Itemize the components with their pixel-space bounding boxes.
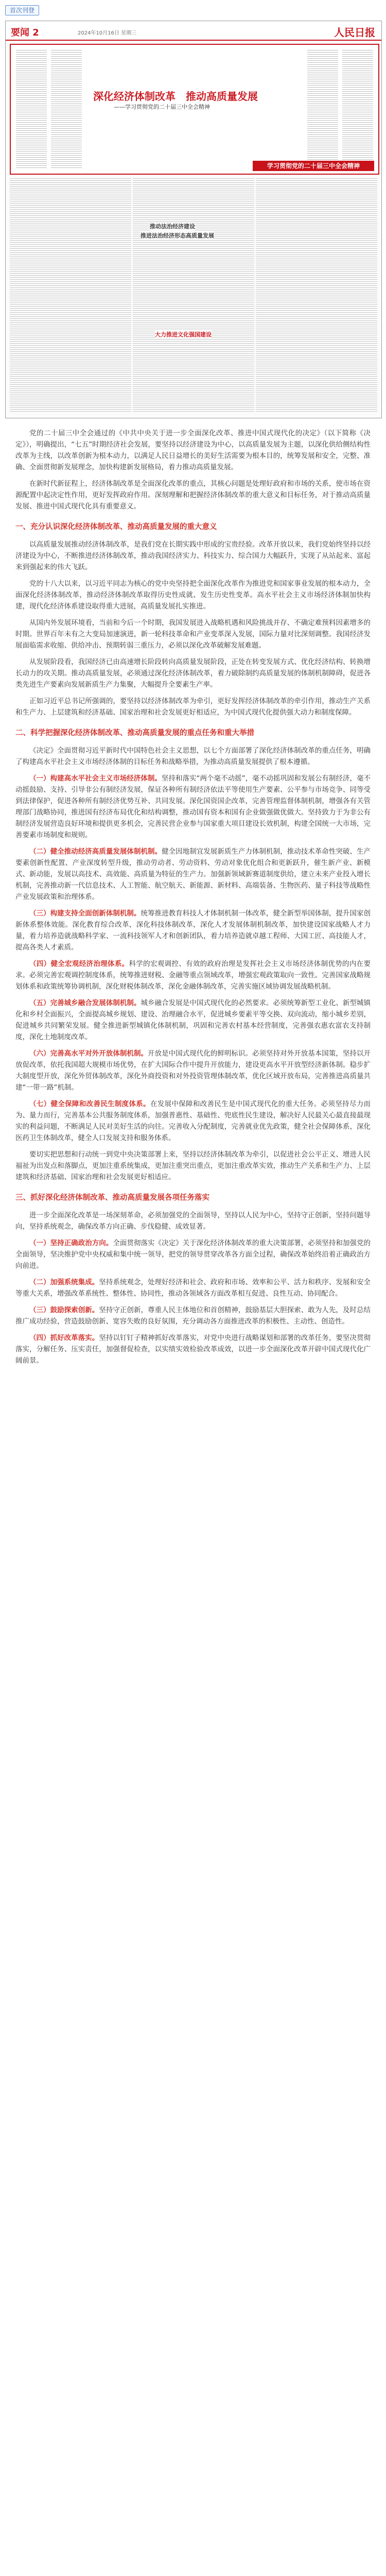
first-publish-tag[interactable]: 首次刊登 [5, 5, 39, 15]
page-section-label: 要闻 2 [11, 27, 39, 38]
lower-headline-3: 大力推进文化强国建设 [155, 331, 212, 338]
body-paragraph: 从发展阶段看，我国经济已由高速增长阶段转向高质量发展阶段，正处在转变发展方式、优化经济结构、转换增长动力的攻关期。推动高质量发展，必须通过深化经济体制改革，着力破除制约高质量发展的体制机制障碍，促进各类先进生产要素向发展新质生产力集聚，大幅提升全要素生产率。 [15, 658, 371, 689]
section-heading: 二、科学把握深化经济体制改革、推动高质量发展的重点任务和重大举措 [15, 729, 254, 737]
task-subheading: （一）坚持正确政治方向。 [29, 1239, 113, 1247]
task-paragraph [15, 1098, 371, 1144]
body-paragraph: 正如习近平总书记所强调的，要坚持以经济体制改革为牵引，更好发挥经济体制改革的牵引作用，推动生产关系和生产力、上层建筑和经济基础、国家治理和社会发展更好相适应，为中国式现代化提供强大动力和制度保障。 [15, 697, 371, 717]
intro-paragraph: 党的二十届三中全会通过的《中共中央关于进一步全面深化改革、推进中国式现代化的决定》（以下简称《决定》），明确提出，“七五”时期经济社会发展，要坚持以经济建设为中心，以高质量发展为主题，以深化供给侧结构性改革为主线，以改革创新为根本动力，以满足人民日益增长的美好生活需要为根本目的，统筹发展和安全，完整、准确、全面贯彻新发展理念，加快构建新发展格局，着力推动高质量发展。 [15, 429, 371, 471]
task-paragraph [15, 1277, 371, 1299]
task-text: 全面贯彻落实《决定》关于深化经济体制改革的重大决策部署，必须坚持和加强党的全面领导，坚决维护党中央权威和集中统一领导，把党的领导贯穿改革各方面全过程，确保改革始终沿着正确政治方向前进。 [15, 1239, 371, 1270]
task-subheading: （七）健全保障和改善民生制度体系。 [29, 1100, 150, 1108]
top-bar [0, 0, 386, 19]
body-paragraph: 要切实把思想和行动统一到党中央决策部署上来，坚持以经济体制改革为牵引，以促进社会公平正义、增进人民福祉为出发点和落脚点，更加注重系统集成，更加注重突出重点，更加注重改革实效，推动生产关系和生产力、上层建筑和经济基础、国家治理和社会发展更好相适应。 [15, 1150, 371, 1181]
masthead [6, 21, 381, 41]
newspaper-page-thumbnail[interactable] [5, 21, 382, 418]
task-subheading: （四）抓好改革落实。 [29, 1334, 99, 1342]
task-text: 开放是中国式现代化的鲜明标识。必须坚持对外开放基本国策，坚持以开放促改革，依托我国超大规模市场优势，在扩大国际合作中提升开放能力，建设更高水平开放型经济新体制。稳步扩大制度型开放，深化外贸体制改革，深化外商投资和对外投资管理体制改革，优化区域开放布局，完善推进高质量共建“一带一路”机制。 [15, 1049, 371, 1092]
body-paragraph: 党的十八大以来，以习近平同志为核心的党中央坚持把全面深化改革作为推进党和国家事业发展的根本动力，全面深化经济体制改革，推动经济体制改革取得历史性成就、发生历史性变革。高水平社会主义市场经济体制加快构建，现代化经济体系建设取得重大进展，高质量发展扎实推进。 [15, 580, 371, 611]
task-subheading: （六）完善高水平对外开放体制机制。 [29, 1049, 148, 1058]
task-paragraph [15, 1048, 371, 1093]
lower-headline-1: 推动法治经济建设 [150, 223, 195, 230]
task-paragraph [15, 1238, 371, 1272]
text-column [51, 50, 82, 168]
lower-column-right [256, 178, 377, 413]
task-subheading: （二）加强系统集成。 [29, 1278, 99, 1286]
section-heading: 一、充分认识深化经济体制改革、推动高质量发展的重大意义 [15, 523, 217, 531]
task-subheading: （三）构建支持全面创新体制机制。 [29, 909, 141, 918]
task-paragraph [15, 958, 371, 992]
task-text: 坚持守正创新，尊重人民主体地位和首创精神，鼓励基层大胆探索、敢为人先，及时总结推广成功经验，营造鼓励创新、宽容失败的良好氛围，充分调动各方面推进改革的积极性、主动性、创造性。 [15, 1306, 371, 1326]
body-paragraph: 以高质量发展推动经济体制改革，是我们党在长期实践中形成的宝贵经验。改革开放以来，我们党始终坚持以经济建设为中心，不断推进经济体制改革，推动我国经济实力、科技实力、综合国力大幅跃升，实现了从站起来、富起来到强起来的伟大飞跃。 [15, 540, 371, 571]
lower-column-left [10, 178, 131, 413]
intro-paragraph: 在新时代新征程上，经济体制改革是全面深化改革的重点，其核心问题是处理好政府和市场的关系，使市场在资源配置中起决定性作用，更好发挥政府作用。深刻理解和把握经济体制改革的重大意义和目标任务，对于推动高质量发展、推进中国式现代化具有重要意义。 [15, 480, 371, 511]
task-text: 健全因地制宜发展新质生产力体制机制，推动技术革命性突破、生产要素创新性配置、产业深度转型升级，推动劳动者、劳动资料、劳动对象优化组合和更新跃升，催生新产业、新模式、新动能，发展以高技术、高效能、高质量为特征的生产力。加强新领域新赛道制度供给，建立未来产业投入增长机制，完善推动新一代信息技术、人工智能、航空航天、新能源、新材料、高端装备、生物医药、量子科技等战略性产业发展政策和治理体系。 [15, 848, 371, 901]
feature-strip: 学习贯彻党的二十届三中全会精神 [253, 161, 374, 171]
task-subheading: （五）完善城乡融合发展体制机制。 [29, 999, 141, 1007]
task-subheading: （二）健全推动经济高质量发展体制机制。 [29, 848, 162, 856]
task-text: 坚持系统观念，处理好经济和社会、政府和市场、效率和公平、活力和秩序、发展和安全等重大关系，增强改革系统性、整体性、协同性，推动各领域各方面改革相互促进、良性互动、协同配合。 [15, 1278, 371, 1298]
newspaper-logo: 人民日报 [334, 26, 375, 39]
feature-subhead: ——学习贯彻党的二十届三中全会精神 [114, 104, 210, 110]
publish-date: 2024年10月16日 星期三 [78, 30, 137, 36]
text-column [307, 50, 338, 168]
task-subheading: （一）构建高水平社会主义市场经济体制。 [29, 774, 162, 783]
task-paragraph [15, 908, 371, 953]
body-paragraph: 进一步全面深化改革是一场深刻革命，必须加强党的全面领导，坚持以人民为中心，坚持守正创新，坚持问题导向，坚持系统观念，确保改革方向正确、步伐稳健、成效显著。 [15, 1211, 371, 1231]
task-text: 科学的宏观调控、有效的政府治理是发挥社会主义市场经济体制优势的内在要求。必须完善宏观调控制度体系，统筹推进财税、金融等重点领域改革，增强宏观政策取向一致性。完善国家战略规划体系和政策统筹协调机制，深化财税体制改革，深化金融体制改革，完善实施区域协调发展战略机制。 [15, 960, 371, 991]
task-paragraph [15, 1332, 371, 1366]
text-column [342, 50, 373, 168]
task-text: 统筹推进教育科技人才体制机制一体改革，健全新型举国体制，提升国家创新体系整体效能。深化教育综合改革，深化科技体制改革，深化人才发展体制机制改革，加快建设国家战略人才力量，着力培养造就战略科学家、一流科技领军人才和创新团队，着力培养造就卓越工程师、大国工匠、高技能人才，提高各类人才素质。 [15, 909, 371, 952]
task-paragraph [15, 773, 371, 841]
task-text: 城乡融合发展是中国式现代化的必然要求。必须统筹新型工业化、新型城镇化和乡村全面振兴，全面提高城乡规划、建设、治理融合水平，促进城乡要素平等交换、双向流动，缩小城乡差别，促进城乡共同繁荣发展。健全推进新型城镇化体制机制，巩固和完善农村基本经营制度，完善强农惠农富农支持制度，深化土地制度改革。 [15, 999, 371, 1041]
task-paragraph [15, 997, 371, 1043]
body-paragraph: 《决定》全面贯彻习近平新时代中国特色社会主义思想，以七个方面部署了深化经济体制改革的重点任务，明确了构建高水平社会主义市场经济体制的目标任务和战略举措，为推动高质量发展提供了根本遵循。 [15, 747, 371, 766]
feature-headline: 深化经济体制改革 推动高质量发展 [93, 90, 258, 103]
task-subheading: （四）健全宏观经济治理体系。 [29, 960, 129, 968]
task-subheading: （三）鼓励探索创新。 [29, 1306, 99, 1314]
text-column [16, 50, 47, 168]
section-heading: 三、抓好深化经济体制改革、推动高质量发展各项任务落实 [15, 1194, 209, 1202]
article-body [15, 428, 371, 1371]
task-paragraph [15, 1304, 371, 1327]
feature-box [10, 44, 379, 175]
task-text: 坚持和落实“两个毫不动摇”，毫不动摇巩固和发展公有制经济，毫不动摇鼓励、支持、引导非公有制经济发展，保证各种所有制经济依法平等使用生产要素、公平参与市场竞争、同等受到法律保护，促进各种所有制经济优势互补、共同发展。深化国资国企改革，完善管理监督体制机制，增强各有关管理部门战略协同，推进国有经济布局优化和结构调整，推动国有资本和国有企业做强做优做大。坚持致力于为非公有制经济发展营造良好环境和提供更多机会，完善民营企业参与国家重大项目建设长效机制，构建全国统一大市场，完善要素市场制度和规则。 [15, 774, 371, 839]
lower-column-middle [133, 178, 254, 413]
task-text: 坚持以钉钉子精神抓好改革落实，对党中央进行战略谋划和部署的改革任务，要坚决贯彻落实，分解任务、压实责任，加强督促检查，以实绩实效检验改革成效，以进一步全面深化改革开辟中国式现代化广阔前景。 [15, 1334, 371, 1365]
lower-headline-2: 推进法治经济形态高质量发展 [141, 232, 214, 239]
task-text: 在发展中保障和改善民生是中国式现代化的重大任务。必须坚持尽力而为、量力而行，完善基本公共服务制度体系，加强普惠性、基础性、兜底性民生建设，解决好人民最关心最直接最现实的利益问题，不断满足人民对美好生活的向往。完善收入分配制度，完善就业优先政策，健全社会保障体系，深化医药卫生体制改革，健全人口发展支持和服务体系。 [15, 1100, 371, 1142]
task-paragraph [15, 846, 371, 903]
body-paragraph: 从国内外发展环境看，当前和今后一个时期，我国发展进入战略机遇和风险挑战并存、不确定难预料因素增多的时期。世界百年未有之大变局加速演进，新一轮科技革命和产业变革深入发展，国际力量对比深刻调整。我国经济发展面临需求收缩、供给冲击、预期转弱三重压力，必须以深化改革破解发展难题。 [15, 619, 371, 650]
